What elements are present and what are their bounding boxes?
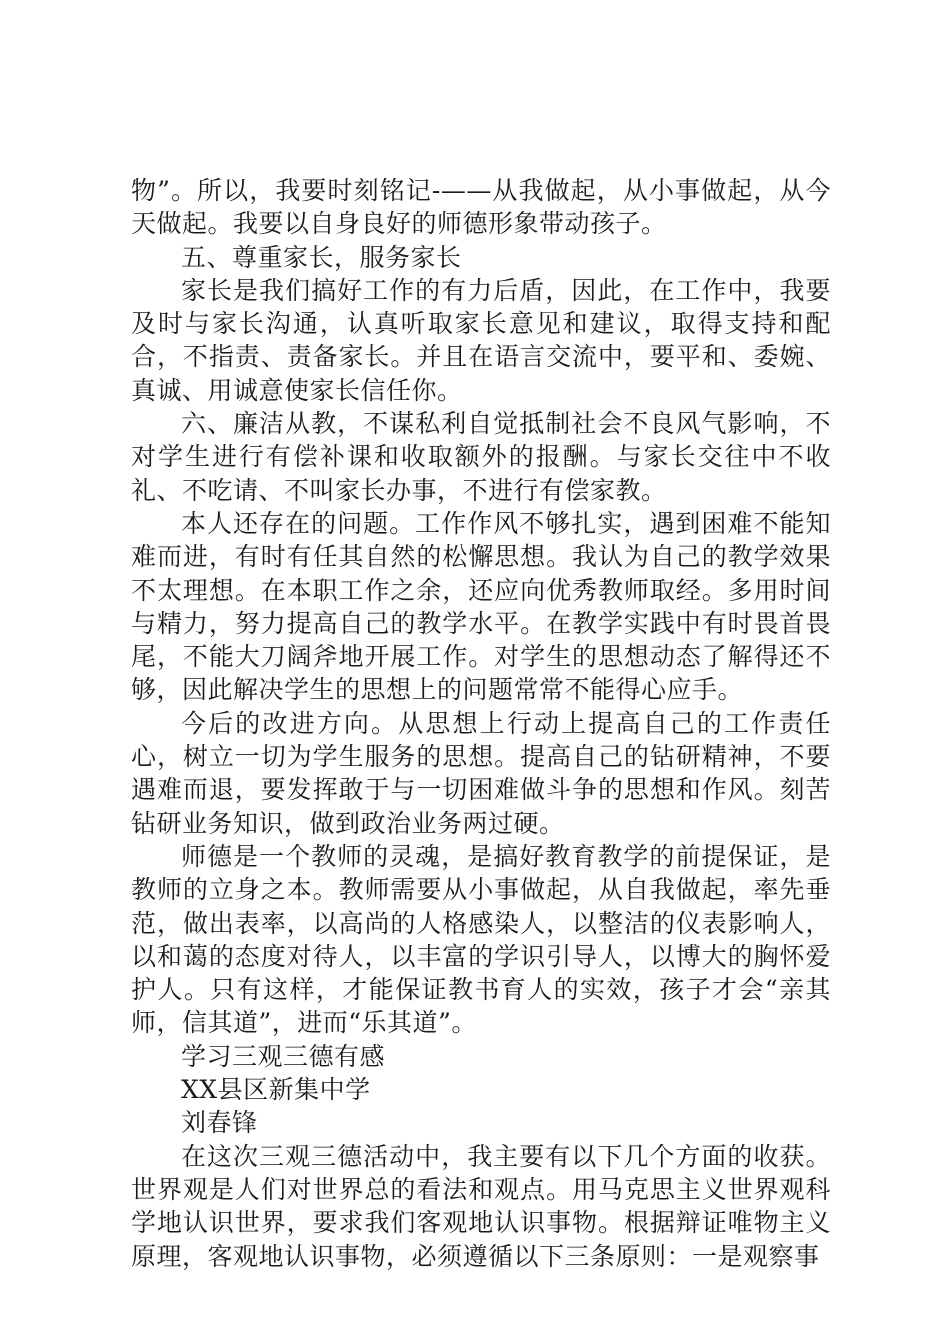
article-author: 刘春锋 bbox=[181, 1108, 258, 1138]
article-school: XX县区新集中学 bbox=[181, 1075, 371, 1105]
paragraph-parents: 家长是我们搞好工作的有力后盾，因此，在工作中，我要及时与家长沟通，认真听取家长意见和建议，取得支持和配合，不指责、责备家长。并且在语言交流中，要平和、委婉、真诚、用诚意使家长信任你。 bbox=[131, 275, 831, 405]
paragraph-problems: 本人还存在的问题。工作作风不够扎实，遇到困难不能知难而进，有时有任其自然的松懈思想。我认为自己的教学效果不太理想。在本职工作之余，还应向优秀教师取经。多用时间与精力，努力提高自己的教学水平。在教学实践中有时畏首畏尾，不能大刀阔斧地开展工作。对学生的思想动态了解得还不够，因此解决学生的思想上的问题常常不能得心应手。 bbox=[131, 508, 831, 705]
document-body bbox=[131, 174, 831, 1273]
section-heading-six: 六、廉洁从教，不谋私利自觉抵制社会不良风气影响，不对学生进行有偿补课和收取额外的报酬。与家长交往中不收礼、不吃请、不叫家长办事，不进行有偿家教。 bbox=[131, 409, 831, 505]
article-title: 学习三观三德有感 bbox=[181, 1041, 386, 1071]
section-heading-five: 五、尊重家长，服务家长 bbox=[181, 242, 462, 272]
paragraph-conclusion: 师德是一个教师的灵魂，是搞好教育教学的前提保证，是教师的立身之本。教师需要从小事做起，从自我做起，率先垂范，做出表率，以高尚的人格感染人，以整洁的仪表影响人，以和蔼的态度对待人，以丰富的学识引导人，以博大的胸怀爱护人。只有这样，才能保证教书育人的实效，孩子才会“亲其师，信其道”，进而“乐其道”。 bbox=[131, 841, 831, 1038]
paragraph-continuation: 物”。所以，我要时刻铭记-——从我做起，从小事做起，从今天做起。我要以自身良好的师德形象带动孩子。 bbox=[131, 176, 831, 239]
paragraph-article-intro: 在这次三观三德活动中，我主要有以下几个方面的收获。世界观是人们对世界总的看法和观点。用马克思主义世界观科学地认识世界，要求我们客观地认识事物。根据辩证唯物主义原理，客观地认识事物，必须遵循以下三条原则：一是观察事 bbox=[131, 1141, 831, 1271]
paragraph-improvement: 今后的改进方向。从思想上行动上提高自己的工作责任心，树立一切为学生服务的思想。提高自己的钻研精神，不要遇难而退，要发挥敢于与一切困难做斗争的思想和作风。刻苦钻研业务知识，做到政治业务两过硬。 bbox=[131, 708, 831, 838]
